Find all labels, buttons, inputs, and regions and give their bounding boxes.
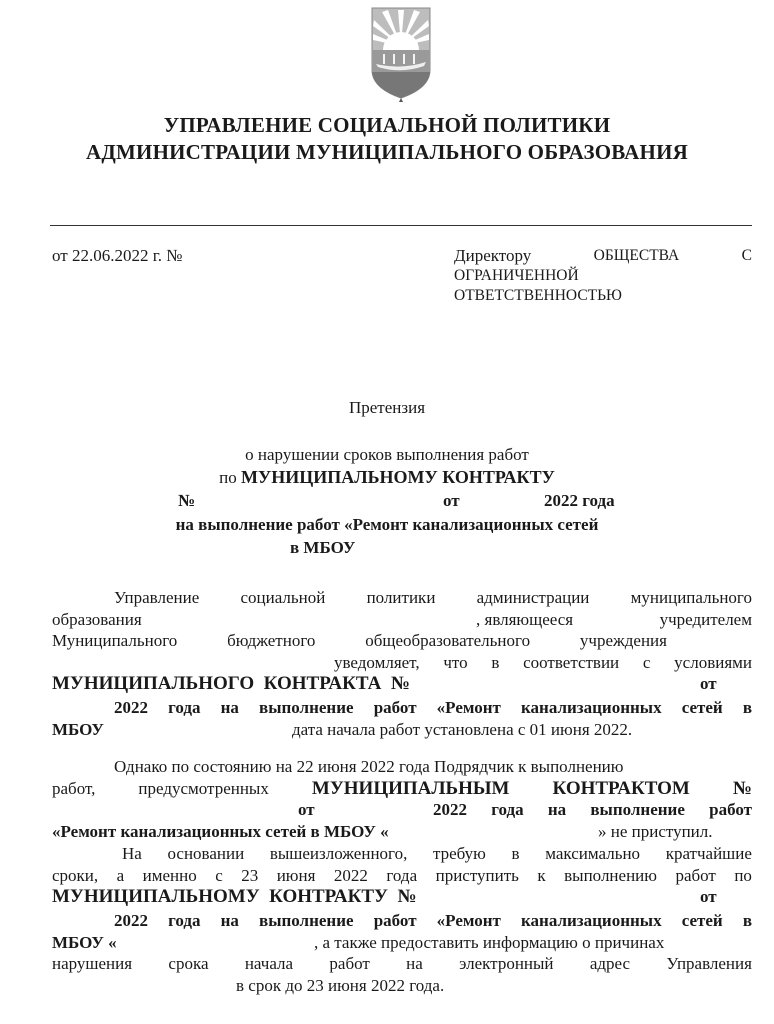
contract-date-label: от: [443, 491, 460, 510]
word: а: [116, 865, 125, 885]
contract-year: 2022 года: [544, 491, 615, 510]
word: условиями: [674, 652, 752, 672]
org-title-line1: УПРАВЛЕНИЕ СОЦИАЛЬНОЙ ПОЛИТИКИ: [163, 113, 611, 137]
word: именно: [142, 865, 197, 885]
word: работ: [675, 865, 716, 885]
word: года: [168, 698, 201, 717]
word: политики: [366, 588, 436, 607]
word: начала: [244, 954, 294, 973]
p3-line4: [52, 910, 752, 932]
word: работ,: [52, 778, 96, 798]
addressee-word: Директору: [454, 246, 532, 265]
word: соответствии: [523, 652, 620, 672]
word: «Ремонт: [436, 698, 501, 717]
p3-line6: [52, 953, 752, 975]
word: МБОУ: [52, 719, 104, 739]
p2-line4: [52, 821, 752, 843]
work-title: «Ремонт канализационных сетей в МБОУ «: [52, 821, 389, 841]
word: канализационных: [520, 911, 662, 930]
p3-line7: в срок до 23 июня 2022 года.: [236, 975, 445, 995]
addressee-word: С: [741, 247, 752, 264]
header-divider: [50, 225, 752, 226]
p3-line5: [52, 932, 752, 954]
subject-line2: [0, 466, 774, 489]
word: с: [642, 652, 651, 672]
p1-line4: [52, 652, 752, 674]
addressee-line3: ОТВЕТСТВЕННОСТЬЮ: [454, 287, 622, 304]
p1-line3: [52, 630, 752, 652]
word: 2022: [433, 800, 468, 819]
addressee-word: ОБЩЕСТВА: [593, 247, 680, 264]
addressee-line2: ОГРАНИЧЕННОЙ: [454, 267, 579, 284]
word: » не приступил.: [598, 821, 713, 841]
word: 2022: [114, 911, 148, 930]
paragraph-1: [52, 587, 752, 740]
word: сетей: [681, 698, 723, 717]
word: выполнение: [259, 698, 354, 717]
word: с: [215, 865, 223, 885]
word: Муниципального: [52, 631, 178, 650]
word: сетей: [681, 911, 723, 930]
word: общеобразовательного: [365, 631, 531, 650]
word: на: [547, 800, 567, 819]
word: максимально: [545, 844, 641, 863]
word: к: [537, 865, 546, 885]
word: 2022: [114, 698, 148, 717]
word: в: [491, 652, 500, 672]
word: образования: [52, 609, 142, 629]
word: срока: [168, 954, 209, 973]
subject-contract: МУНИЦИПАЛЬНОМУ КОНТРАКТУ: [241, 467, 555, 487]
word: выполнению: [564, 865, 657, 885]
p1-line6: [52, 697, 752, 719]
addressee-block: [454, 246, 752, 306]
word: на: [406, 954, 423, 973]
word: работ: [329, 954, 370, 973]
contract-ref: МУНИЦИПАЛЬНОГО КОНТРАКТА №: [52, 673, 410, 694]
word: социальной: [240, 588, 326, 607]
contract-number-label: №: [178, 491, 196, 510]
word: работ: [373, 698, 417, 717]
word: работ: [373, 911, 417, 930]
word: нарушения: [52, 954, 133, 973]
word: канализационных: [520, 698, 662, 717]
word: выполнение: [259, 911, 354, 930]
word: по: [734, 865, 752, 885]
word: 23: [241, 865, 259, 885]
word: администрации: [476, 588, 590, 607]
word: Управления: [666, 954, 752, 973]
word: адрес: [589, 954, 631, 973]
p3-line2: [52, 865, 752, 887]
word: июня: [276, 865, 316, 885]
word: , являющееся: [476, 609, 574, 629]
word: кратчайшие: [665, 844, 752, 863]
word: приступить: [435, 865, 519, 885]
word: учредителем: [659, 609, 752, 629]
coat-of-arms-icon: [368, 4, 434, 102]
word: муниципального: [630, 588, 752, 607]
word: в: [742, 698, 752, 717]
word: Управление: [114, 588, 200, 607]
p1-line2: [52, 609, 752, 631]
p1-line5: [52, 673, 752, 697]
word: требую: [433, 844, 486, 863]
word: в: [742, 911, 752, 930]
p2-line2: [52, 778, 752, 800]
word: работ: [709, 800, 752, 819]
word: на: [220, 911, 239, 930]
word: уведомляет,: [334, 652, 420, 672]
p1-line7: [52, 719, 752, 741]
word: №: [732, 777, 752, 799]
org-title-line2: АДМИНИСТРАЦИИ МУНИЦИПАЛЬНОГО ОБРАЗОВАНИЯ: [86, 140, 688, 164]
paragraph-2: [52, 756, 752, 842]
p3-line3: [52, 886, 752, 910]
word: основании: [167, 844, 245, 863]
word: года: [491, 800, 524, 819]
p2-line1: Однако по состоянию на 22 июня 2022 года Подрядчик к выполнению: [114, 757, 624, 776]
word: что: [443, 652, 468, 672]
word: МУНИЦИПАЛЬНЫМ: [311, 777, 510, 799]
document-type: Претензия: [348, 398, 426, 417]
word: 2022: [333, 865, 368, 885]
contract-ref: МУНИЦИПАЛЬНОМУ КОНТРАКТУ №: [52, 886, 417, 907]
word: от: [298, 800, 315, 819]
word: года: [168, 911, 201, 930]
word: выполнение: [590, 800, 685, 819]
p3-line1: [52, 843, 752, 865]
word: На: [122, 844, 142, 863]
word: МБОУ «: [52, 932, 117, 952]
word: бюджетного: [227, 631, 316, 650]
start-date-text: дата начала работ установлена с 01 июня 2022.: [292, 719, 633, 739]
word: от: [700, 887, 717, 906]
word: от: [700, 674, 717, 693]
word: «Ремонт: [436, 911, 501, 930]
subject-line5: в МБОУ: [290, 538, 356, 557]
word: , а также предоставить информацию о причинах: [314, 932, 665, 952]
word: на: [220, 698, 239, 717]
word: года: [386, 865, 418, 885]
word: в: [511, 844, 520, 863]
p2-line3: [52, 799, 752, 821]
outgoing-date: от 22.06.2022 г. №: [52, 246, 183, 265]
subject-line4: на выполнение работ «Ремонт канализационных сетей: [175, 515, 599, 534]
paragraph-3: [52, 843, 752, 996]
subject-prefix: по: [219, 468, 242, 487]
word: предусмотренных: [138, 778, 269, 798]
subject-line1: о нарушении сроков выполнения работ: [245, 445, 529, 464]
word: электронный: [459, 954, 554, 973]
word: сроки,: [52, 865, 99, 885]
word: учреждения: [579, 631, 667, 650]
p1-line1: [52, 587, 752, 609]
word: КОНТРАКТОМ: [552, 777, 690, 799]
word: вышеизложенного,: [269, 844, 408, 863]
